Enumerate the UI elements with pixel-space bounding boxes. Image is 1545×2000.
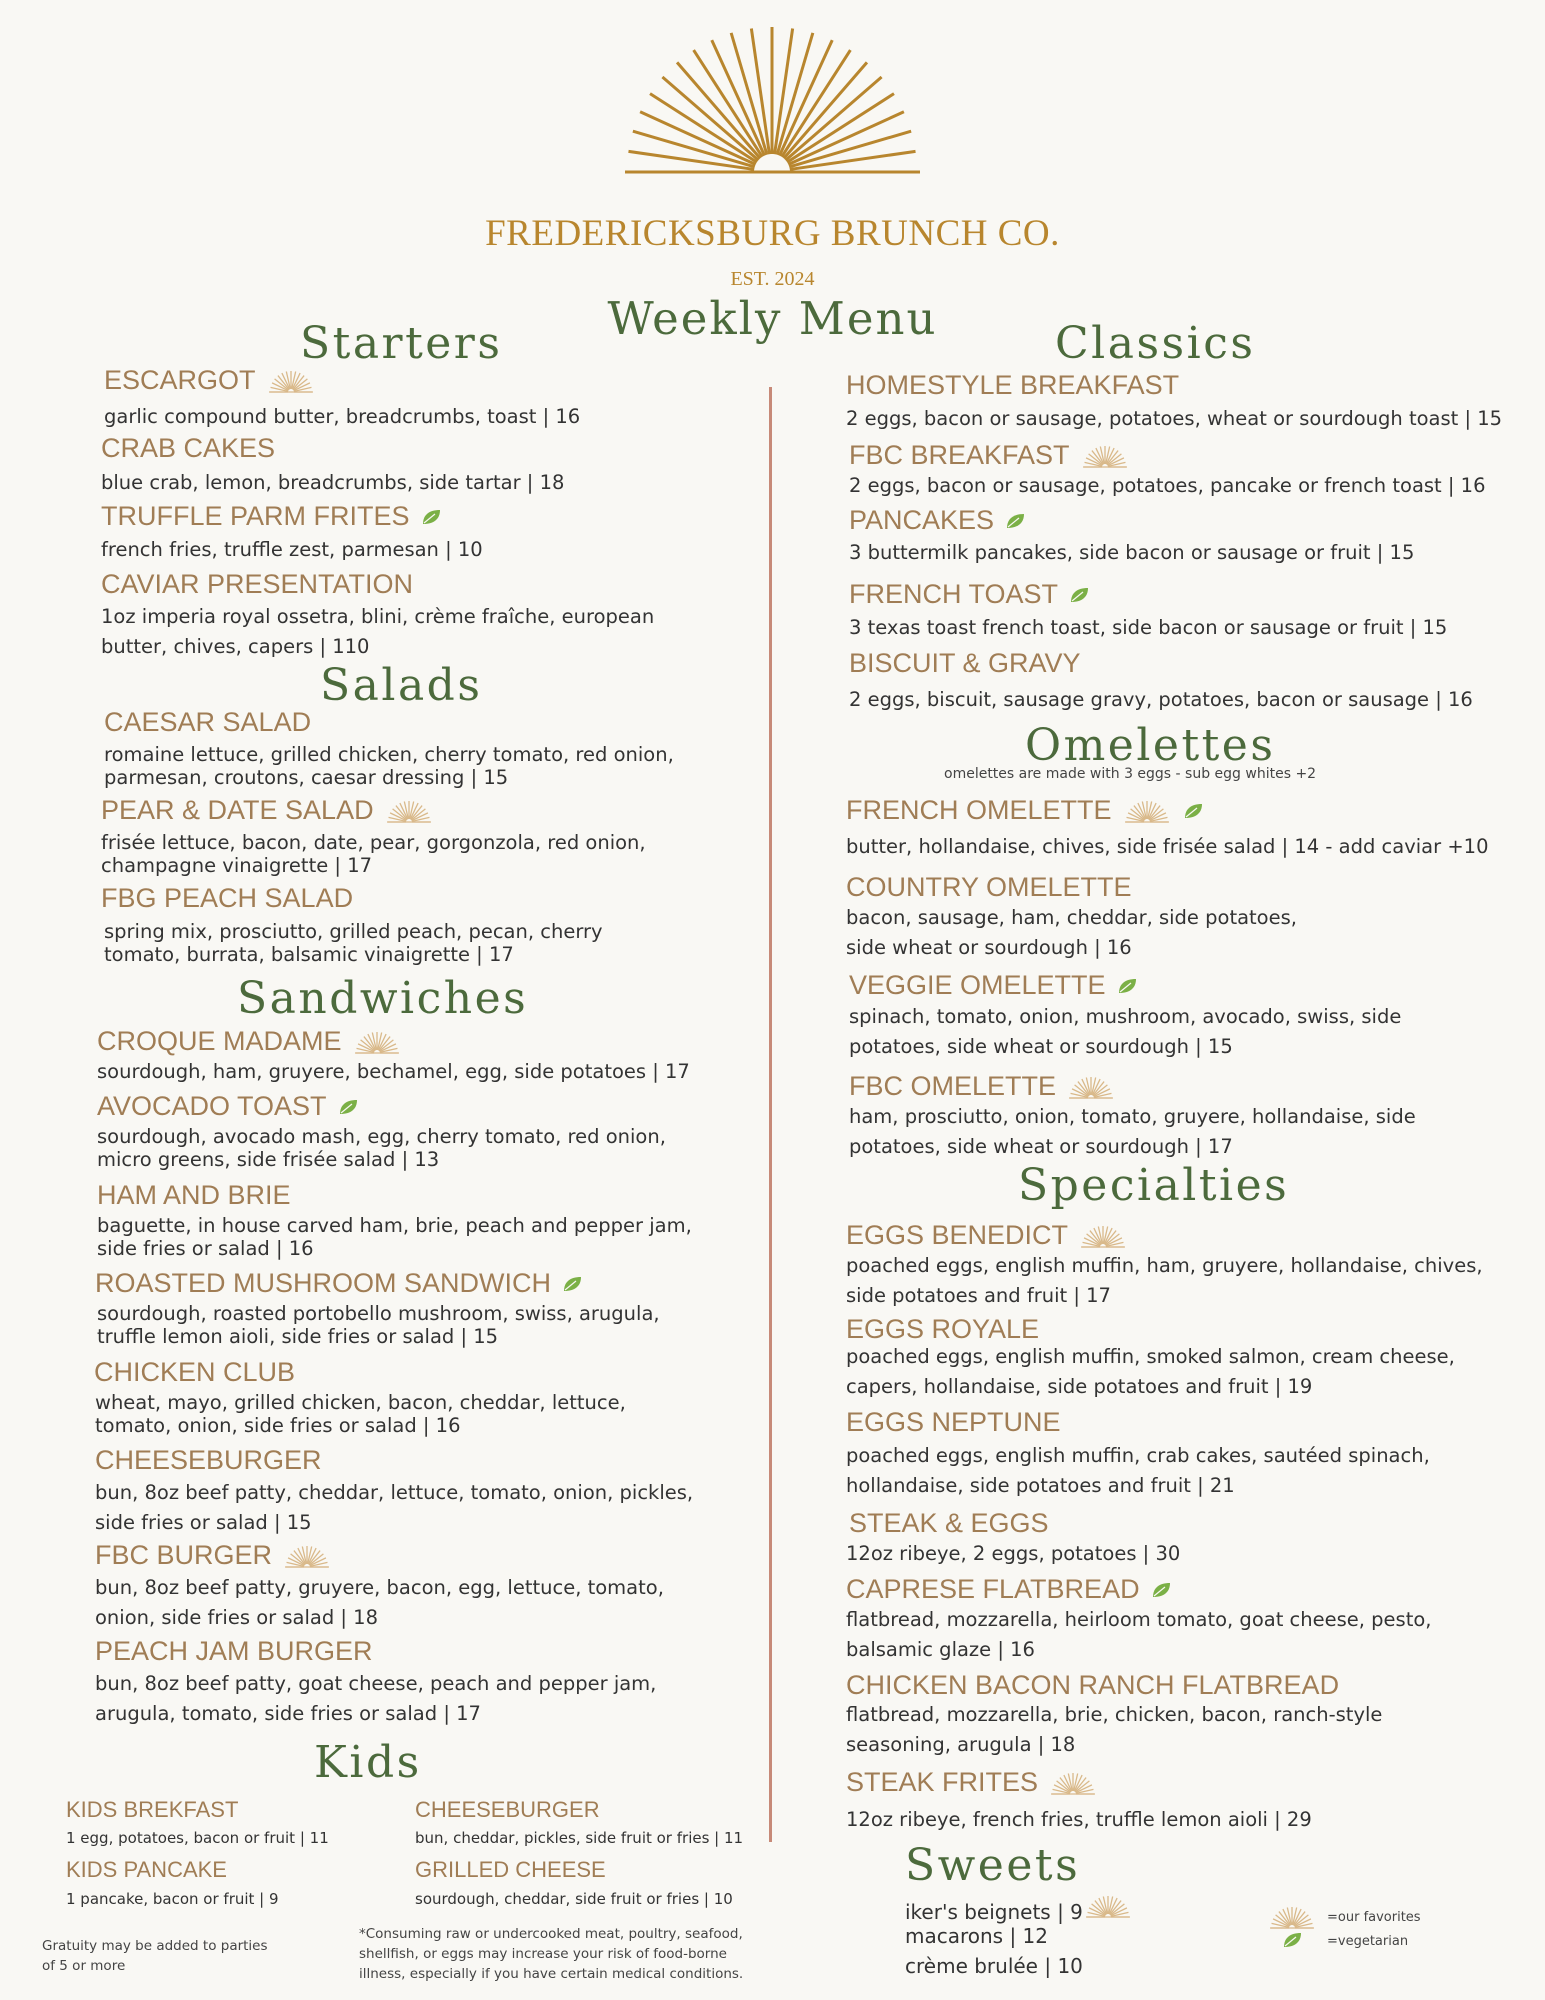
sunburst-ray <box>784 62 867 158</box>
item-description: garlic compound butter, breadcrumbs, toast | 16 <box>104 405 581 428</box>
menu-item-chicken-bacon-ranch-flatbread: CHICKEN BACON RANCH FLATBREAD <box>846 1670 1340 1700</box>
item-description: 1 pancake, bacon or fruit | 9 <box>66 1890 279 1908</box>
sunburst-icon <box>384 798 434 824</box>
menu-item-crab-cakes: CRAB CAKES <box>101 433 276 463</box>
menu-item-eggs-benedict: EGGS BENEDICT <box>846 1220 1128 1251</box>
menu-title: Weekly Menu <box>607 292 938 345</box>
sunburst-icon <box>1122 798 1172 824</box>
menu-item-fbc-breakfast: FBC BREAKFAST <box>849 440 1130 471</box>
leaf-icon <box>1068 585 1090 605</box>
leaf-icon <box>561 1274 583 1294</box>
item-description: sourdough, ham, gruyere, bechamel, egg, side potatoes | 17 <box>97 1060 690 1083</box>
sunburst-icon <box>1078 1223 1128 1249</box>
item-description: spinach, tomato, onion, mushroom, avocado, swiss, side potatoes, side wheat or sourdough | 15 <box>849 1005 1402 1058</box>
section-title-starters: Starters <box>300 318 503 369</box>
menu-item-kids-pancake: KIDS PANCAKE <box>66 1857 227 1882</box>
item-description: poached eggs, english muffin, ham, gruyere, hollandaise, chives, side potatoes and fruit | 17 <box>846 1254 1483 1307</box>
menu-item-fbc-omelette: FBC OMELETTE <box>849 1071 1116 1102</box>
menu-item-fbc-burger: FBC BURGER <box>95 1540 332 1571</box>
item-description: sourdough, cheddar, side fruit or fries | 10 <box>415 1890 733 1908</box>
leaf-icon <box>337 1097 359 1117</box>
leaf-icon <box>420 507 442 527</box>
item-description: 12oz ribeye, french fries, truffle lemon aioli | 29 <box>846 1808 1312 1831</box>
leaf-icon <box>1004 511 1026 531</box>
item-description: 2 eggs, biscuit, sausage gravy, potatoes, bacon or sausage | 16 <box>849 688 1473 711</box>
item-description: 2 eggs, bacon or sausage, potatoes, pancake or french toast | 16 <box>849 474 1486 497</box>
menu-item-homestyle-breakfast: HOMESTYLE BREAKFAST <box>846 370 1180 400</box>
established-year: EST. 2024 <box>730 268 815 290</box>
menu-item-pear-date-salad: PEAR & DATE SALAD <box>101 795 434 826</box>
legend-vegetarian <box>1281 1930 1303 1954</box>
menu-item-pancakes: PANCAKES <box>849 505 1026 536</box>
menu-item-chicken-club: CHICKEN CLUB <box>94 1357 296 1387</box>
sunburst-logo-icon <box>585 20 960 190</box>
section-title-salads: Salads <box>320 660 483 711</box>
leaf-icon <box>1116 976 1138 996</box>
menu-item-croque-madame: CROQUE MADAME <box>97 1026 402 1057</box>
item-description: ham, prosciutto, onion, tomato, gruyere, hollandaise, side potatoes, side wheat or sourdough | 17 <box>849 1105 1416 1158</box>
menu-item-caviar-presentation: CAVIAR PRESENTATION <box>101 569 414 599</box>
leaf-icon <box>1281 1930 1303 1950</box>
sweet-item: macarons | 12 <box>905 1924 1049 1948</box>
section-title-kids: Kids <box>314 1737 422 1788</box>
menu-item-steak-eggs: STEAK & EGGS <box>849 1508 1049 1538</box>
item-description: french fries, truffle zest, parmesan | 10 <box>101 538 483 561</box>
menu-item-steak-frites: STEAK FRITES <box>846 1767 1098 1798</box>
item-description: flatbread, mozzarella, heirloom tomato, goat cheese, pesto, balsamic glaze | 16 <box>846 1608 1432 1661</box>
sunburst-ray <box>677 62 760 158</box>
item-description: wheat, mayo, grilled chicken, bacon, cheddar, lettuce, tomato, onion, side fries or salad | 16 <box>95 1391 626 1437</box>
section-title-omelettes: Omelettes <box>1025 720 1276 771</box>
food-safety-disclaimer: *Consuming raw or undercooked meat, poultry, seafood, shellfish, or eggs may increase your risk of food-borne illness, especially if you have certain medical conditions. <box>359 1926 744 1982</box>
menu-item-caprese-flatbread: CAPRESE FLATBREAD <box>846 1574 1172 1605</box>
item-description: bun, cheddar, pickles, side fruit or fries | 11 <box>415 1829 744 1847</box>
item-description: blue crab, lemon, breadcrumbs, side tartar | 18 <box>101 471 565 494</box>
item-description: poached eggs, english muffin, crab cakes, sautéed spinach, hollandaise, side potatoes and fruit | 21 <box>846 1444 1430 1497</box>
item-description: flatbread, mozzarella, brie, chicken, bacon, ranch-style seasoning, arugula | 18 <box>846 1703 1383 1756</box>
item-description: spring mix, prosciutto, grilled peach, pecan, cherry tomato, burrata, balsamic vinaigrette | 17 <box>104 920 603 966</box>
menu-item-kids-cheeseburger: CHEESEBURGER <box>415 1797 600 1822</box>
item-description: frisée lettuce, bacon, date, pear, gorgonzola, red onion, champagne vinaigrette | 17 <box>101 831 646 877</box>
item-description: sourdough, avocado mash, egg, cherry tomato, red onion, micro greens, side frisée salad | 13 <box>97 1125 666 1171</box>
item-description: poached eggs, english muffin, smoked salmon, cream cheese, capers, hollandaise, side potatoes and fruit | 19 <box>846 1345 1455 1398</box>
menu-item-eggs-neptune: EGGS NEPTUNE <box>846 1407 1061 1437</box>
sunburst-icon <box>1267 1904 1317 1930</box>
gratuity-note: Gratuity may be added to parties of 5 or more <box>42 1938 268 1974</box>
menu-item-cheeseburger: CHEESEBURGER <box>95 1445 322 1475</box>
item-description: baguette, in house carved ham, brie, peach and pepper jam, side fries or salad | 16 <box>97 1214 692 1260</box>
sunburst-icon <box>1066 1074 1116 1100</box>
menu-item-country-omelette: COUNTRY OMELETTE <box>846 872 1132 902</box>
item-description: butter, hollandaise, chives, side frisée salad | 14 - add caviar +10 <box>846 835 1489 858</box>
section-title-sandwiches: Sandwiches <box>237 973 529 1024</box>
item-description: 3 texas toast french toast, side bacon or sausage or fruit | 15 <box>849 616 1448 639</box>
item-description: 3 buttermilk pancakes, side bacon or sausage or fruit | 15 <box>849 541 1415 564</box>
item-description: 2 eggs, bacon or sausage, potatoes, wheat or sourdough toast | 15 <box>846 407 1503 430</box>
sweet-item: iker's beignets | 9 <box>905 1893 1133 1924</box>
sunburst-ray <box>662 77 758 160</box>
legend-vegetarian-label: =vegetarian <box>1327 1934 1409 1949</box>
menu-item-escargot: ESCARGOT <box>104 365 316 396</box>
item-description: bun, 8oz beef patty, goat cheese, peach and pepper jam, arugula, tomato, side fries or salad | 17 <box>95 1672 657 1725</box>
item-description: bun, 8oz beef patty, cheddar, lettuce, tomato, onion, pickles, side fries or salad | 15 <box>95 1481 694 1534</box>
item-description: bun, 8oz beef patty, gruyere, bacon, egg, lettuce, tomato, onion, side fries or salad | 18 <box>95 1576 664 1629</box>
section-title-sweets: Sweets <box>905 1840 1081 1891</box>
omelettes-note: omelettes are made with 3 eggs - sub egg whites +2 <box>944 766 1317 782</box>
sunburst-icon <box>352 1029 402 1055</box>
sunburst-icon <box>282 1543 332 1569</box>
menu-item-eggs-royale: EGGS ROYALE <box>846 1314 1040 1344</box>
menu-item-biscuit-gravy: BISCUIT & GRAVY <box>849 648 1081 678</box>
item-description: 1 egg, potatoes, bacon or fruit | 11 <box>66 1829 329 1847</box>
sunburst-icon <box>1048 1770 1098 1796</box>
column-divider <box>769 387 772 1842</box>
menu-item-peach-jam-burger: PEACH JAM BURGER <box>95 1636 373 1666</box>
item-description: bacon, sausage, ham, cheddar, side potatoes, side wheat or sourdough | 16 <box>846 906 1297 959</box>
menu-item-caesar-salad: CAESAR SALAD <box>104 707 312 737</box>
sunburst-ray <box>786 77 882 160</box>
menu-item-truffle-parm-frites: TRUFFLE PARM FRITES <box>101 501 442 532</box>
item-description: sourdough, roasted portobello mushroom, swiss, arugula, truffle lemon aioli, side fries or salad | 15 <box>97 1302 660 1348</box>
leaf-icon <box>1182 801 1204 821</box>
menu-item-french-toast: FRENCH TOAST <box>849 579 1090 610</box>
leaf-icon <box>1150 1580 1172 1600</box>
brand-name: FREDERICKSBURG BRUNCH CO. <box>485 213 1060 254</box>
item-description: 12oz ribeye, 2 eggs, potatoes | 30 <box>846 1542 1181 1565</box>
item-description: 1oz imperia royal ossetra, blini, crème fraîche, european butter, chives, capers | 110 <box>101 605 655 658</box>
menu-item-avocado-toast: AVOCADO TOAST <box>97 1091 359 1122</box>
sunburst-icon <box>266 368 316 394</box>
item-description: romaine lettuce, grilled chicken, cherry tomato, red onion, parmesan, croutons, caesar dressing | 15 <box>104 743 674 789</box>
menu-item-veggie-omelette: VEGGIE OMELETTE <box>849 970 1138 1001</box>
section-title-specialties: Specialties <box>1018 1160 1290 1211</box>
menu-item-roasted-mushroom-sandwich: ROASTED MUSHROOM SANDWICH <box>95 1268 583 1299</box>
menu-item-ham-and-brie: HAM AND BRIE <box>97 1180 291 1210</box>
menu-item-french-omelette: FRENCH OMELETTE <box>846 795 1204 826</box>
sunburst-icon <box>1083 1893 1133 1919</box>
section-title-classics: Classics <box>1055 318 1256 369</box>
menu-item-grilled-cheese: GRILLED CHEESE <box>415 1857 606 1882</box>
menu-item-fbg-peach-salad: FBG PEACH SALAD <box>101 883 354 913</box>
legend-favorites-label: =our favorites <box>1327 1910 1421 1925</box>
sweet-item: crème brulée | 10 <box>905 1954 1083 1978</box>
menu-item-kids-breakfast: KIDS BREKFAST <box>66 1797 239 1822</box>
sunburst-icon <box>1080 443 1130 469</box>
